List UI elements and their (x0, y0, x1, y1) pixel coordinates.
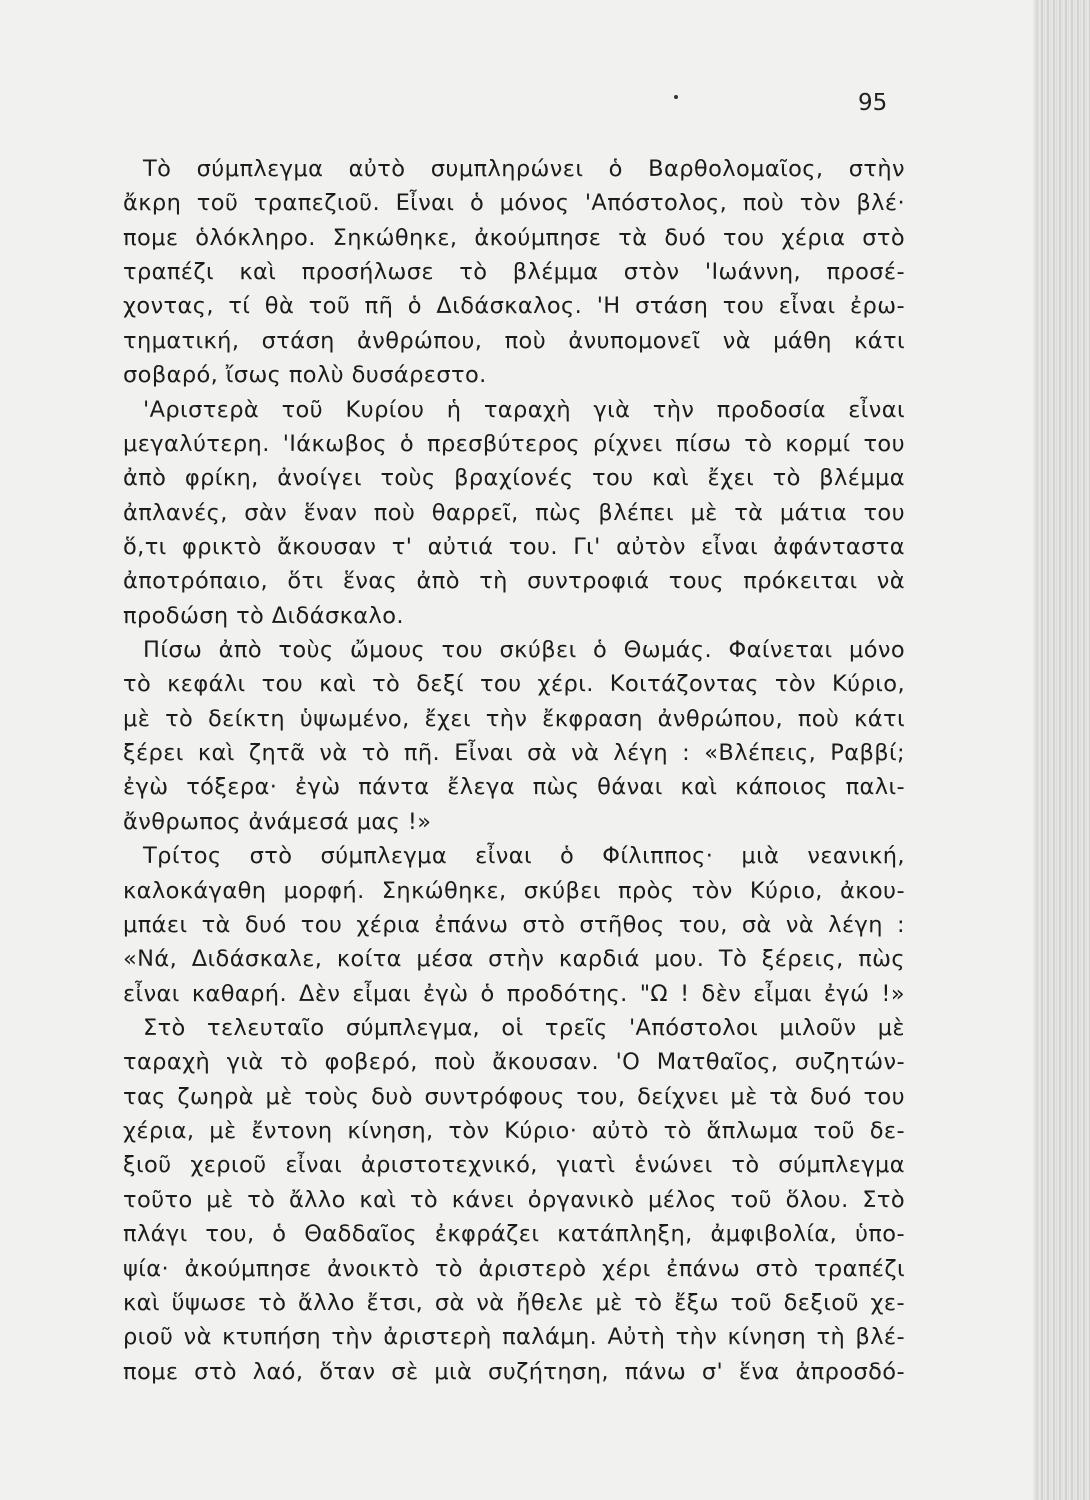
text-line: Τρίτος στὸ σύμπλεγμα εἶναι ὁ Φίλιππος· μιὰ νεανική, (143, 843, 905, 870)
text-line: καλοκάγαθη μορφή. Σηκώθηκε, σκύβει πρὸς τὸν Κύριο, ἀκου- (123, 877, 905, 904)
text-line: ὅ,τι φρικτὸ ἄκουσαν τ' αὐτιά του. Γι' αὐτὸν εἶναι ἀφάνταστα (123, 533, 905, 560)
text-line: ἀποτρόπαιο, ὅτι ἕνας ἀπὸ τὴ συντροφιά τους πρόκειται νὰ (123, 568, 905, 595)
text-line: πλάγι του, ὁ Θαδδαῖος ἐκφράζει κατάπληξη, ἀμφιβολία, ὑπο- (123, 1221, 905, 1248)
text-line: μὲ τὸ δείκτη ὑψωμένο, ἔχει τὴν ἔκφραση ἀνθρώπου, ποὺ κάτι (123, 705, 905, 732)
text-line: Πίσω ἀπὸ τοὺς ὤμους του σκύβει ὁ Θωμάς. Φαίνεται μόνο (143, 637, 905, 664)
text-line: τὸ κεφάλι του καὶ τὸ δεξί του χέρι. Κοιτάζοντας τὸν Κύριο, (123, 671, 905, 698)
text-line: ψία· ἀκούμπησε ἀνοικτὸ τὸ ἀριστερὸ χέρι ἐπάνω στὸ τραπέζι (123, 1255, 905, 1282)
text-line: καὶ ὕψωσε τὸ ἄλλο ἔτσι, σὰ νὰ ἤθελε μὲ τὸ ἔξω τοῦ δεξιοῦ χε- (123, 1289, 905, 1316)
text-line: 'Αριστερὰ τοῦ Κυρίου ἡ ταραχὴ γιὰ τὴν προδοσία εἶναι (143, 396, 905, 423)
text-line: ἀπλανές, σὰν ἕναν ποὺ θαρρεῖ, πὼς βλέπει μὲ τὰ μάτια του (123, 499, 905, 526)
text-line: ταραχὴ γιὰ τὸ φοβερό, ποὺ ἄκουσαν. 'Ο Ματθαῖος, συζητών- (123, 1049, 905, 1076)
text-line: τραπέζι καὶ προσήλωσε τὸ βλέμμα στὸν 'Ιωάννη, προσέ- (123, 259, 905, 286)
text-line: ξιοῦ χεριοῦ εἶναι ἀριστοτεχνικό, γιατὶ ἑνώνει τὸ σύμπλεγμα (123, 1152, 905, 1179)
text-line: μεγαλύτερη. 'Ιάκωβος ὁ πρεσβύτερος ρίχνει πίσω τὸ κορμί του (123, 430, 905, 457)
text-line: ἐγὼ τόξερα· ἐγὼ πάντα ἔλεγα πὼς θάναι καὶ κάποιος παλι- (123, 774, 905, 801)
text-line: ξέρει καὶ ζητᾶ νὰ τὸ πῆ. Εἶναι σὰ νὰ λέγη : «Βλέπεις, Ραββί; (123, 740, 905, 767)
speck-mark (674, 95, 678, 99)
text-line: εἶναι καθαρή. Δὲν εἶμαι ἐγὼ ὁ προδότης. "Ω ! δὲν εἶμαι ἐγώ !» (123, 980, 905, 1007)
text-line: τας ζωηρὰ μὲ τοὺς δυὸ συντρόφους του, δείχνει μὲ τὰ δυό του (123, 1083, 905, 1110)
text-line: τηματική, στάση ἀνθρώπου, ποὺ ἀνυπομονεῖ νὰ μάθη κάτι (123, 327, 905, 354)
text-line: Στὸ τελευταῖο σύμπλεγμα, οἱ τρεῖς 'Απόστολοι μιλοῦν μὲ (143, 1014, 905, 1041)
text-line: ἄκρη τοῦ τραπεζιοῦ. Εἶναι ὁ μόνος 'Απόστολος, ποὺ τὸν βλέ· (123, 190, 905, 217)
body-text (123, 152, 905, 1389)
text-line: προδώση τὸ Διδάσκαλο. (123, 602, 404, 629)
text-line: ἀπὸ φρίκη, ἀνοίγει τοὺς βραχίονές του καὶ ἔχει τὸ βλέμμα (123, 465, 905, 492)
text-line: μπάει τὰ δυό του χέρια ἐπάνω στὸ στῆθος του, σὰ νὰ λέγη : (123, 911, 905, 938)
book-page-edge (1038, 0, 1090, 1500)
text-line: σοβαρό, ἴσως πολὺ δυσάρεστο. (123, 362, 487, 389)
text-line: πομε στὸ λαό, ὅταν σὲ μιὰ συζήτηση, πάνω σ' ἕνα ἀπροσδό- (123, 1358, 905, 1385)
page-number: 95 (858, 90, 888, 116)
text-line: ριοῦ νὰ κτυπήση τὴν ἀριστερὴ παλάμη. Αὐτὴ τὴν κίνηση τὴ βλέ- (123, 1324, 905, 1351)
text-line: πομε ὁλόκληρο. Σηκώθηκε, ἀκούμπησε τὰ δυό του χέρια στὸ (123, 224, 905, 251)
text-line: χέρια, μὲ ἔντονη κίνηση, τὸν Κύριο· αὐτὸ τὸ ἅπλωμα τοῦ δε- (123, 1118, 905, 1145)
text-line: Τὸ σύμπλεγμα αὐτὸ συμπληρώνει ὁ Βαρθολομαῖος, στὴν (143, 156, 905, 182)
text-line: «Νά, Διδάσκαλε, κοίτα μέσα στὴν καρδιά μου. Τὸ ξέρεις, πὼς (123, 946, 905, 973)
text-line: τοῦτο μὲ τὸ ἄλλο καὶ τὸ κάνει ὀργανικὸ μέλος τοῦ ὅλου. Στὸ (123, 1186, 905, 1213)
text-line: ἄνθρωπος ἀνάμεσά μας !» (123, 808, 432, 835)
text-line: χοντας, τί θὰ τοῦ πῆ ὁ Διδάσκαλος. 'Η στάση του εἶναι ἐρω- (123, 293, 905, 320)
